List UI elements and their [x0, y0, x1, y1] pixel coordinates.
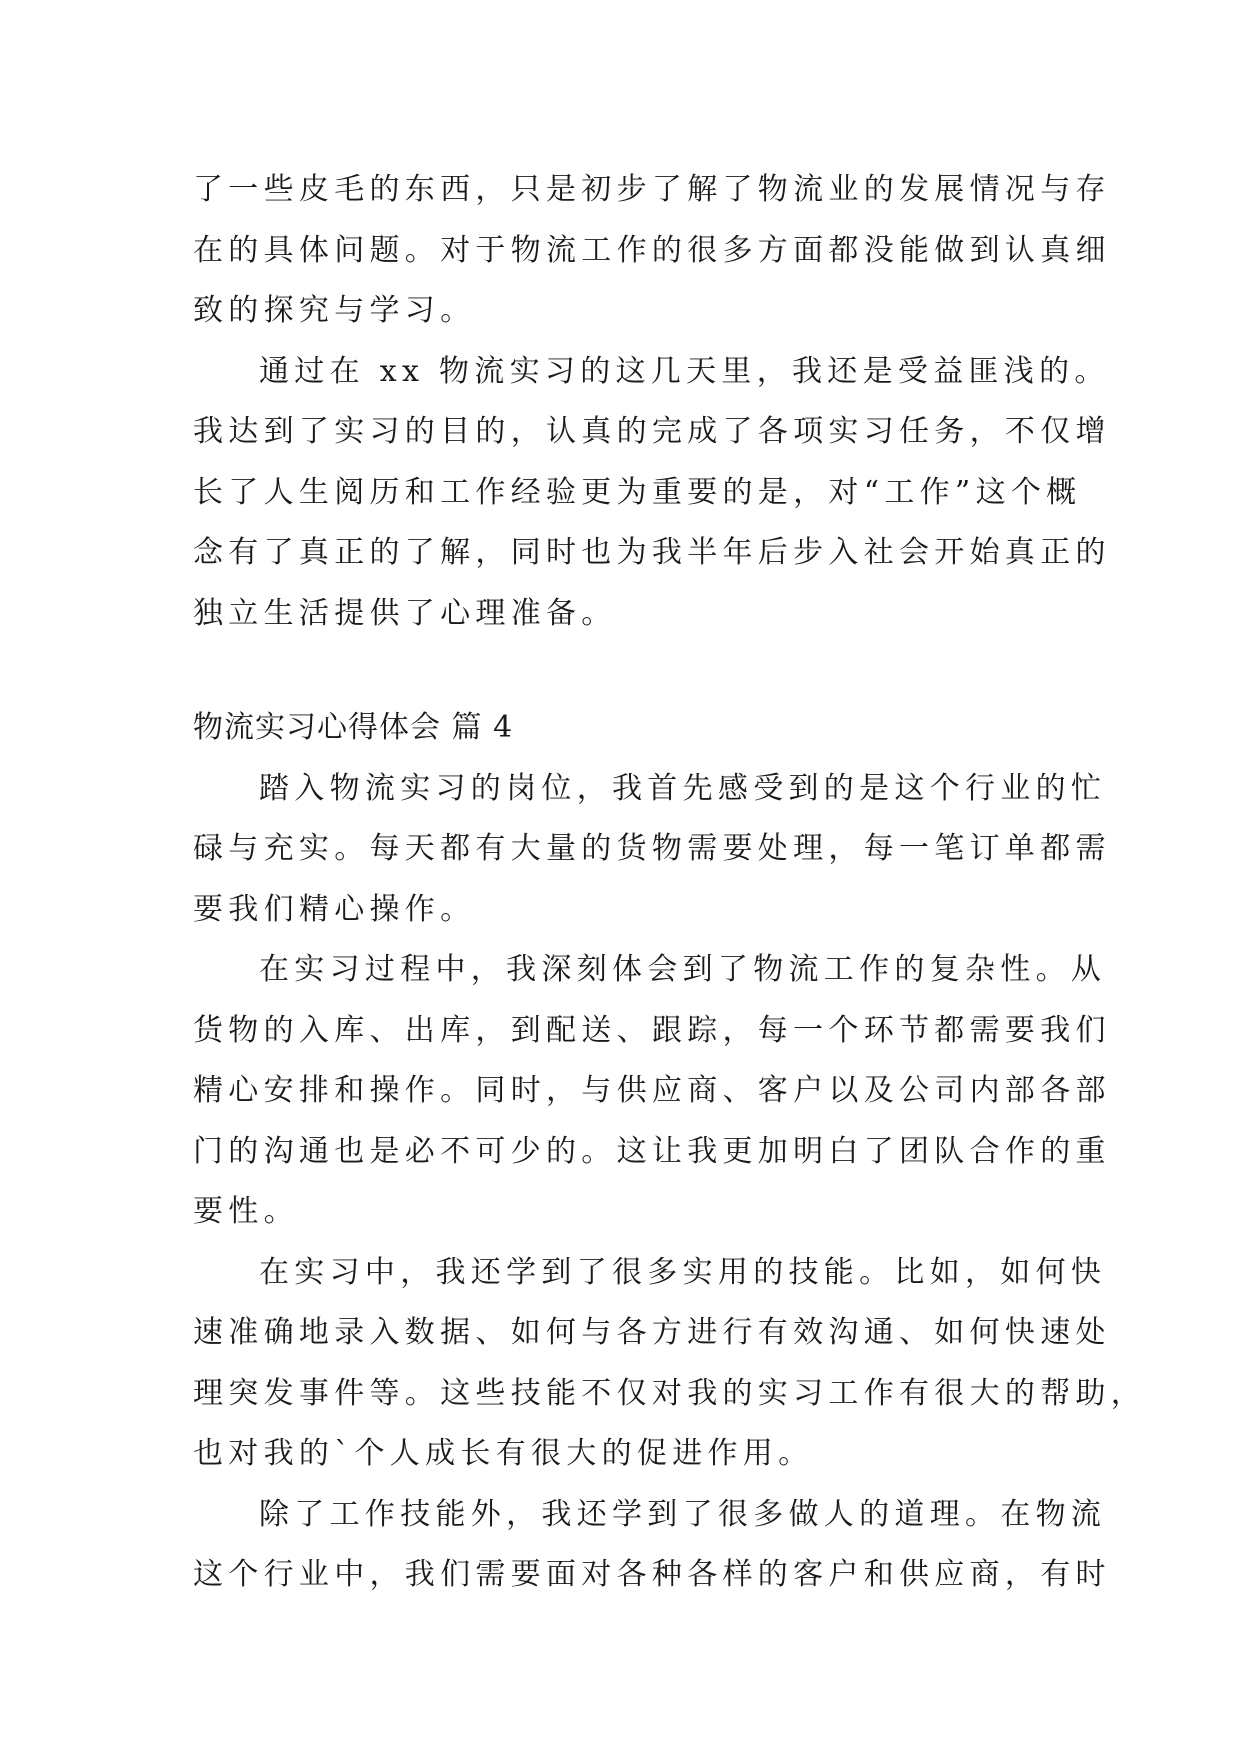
paragraph: [193, 759, 1111, 941]
text-line: 门的沟通也是必不可少的。这让我更加明白了团队合作的重: [193, 1133, 1111, 1169]
text-line: 这个行业中，我们需要面对各种各样的客户和供应商，有时: [193, 1557, 1111, 1592]
text-line: 长了人生阅历和工作经验更为重要的是，对“工作”这个概: [193, 474, 1082, 510]
section-heading: 物流实习心得体会 篇 4: [193, 710, 514, 745]
text-line: 精心安排和操作。同时，与供应商、客户以及公司内部各部: [193, 1073, 1111, 1108]
text-line: 我达到了实习的目的，认真的完成了各项实习任务，不仅增: [193, 414, 1111, 449]
text-line: 致的探究与学习。: [193, 293, 476, 328]
text-line: 除了工作技能外，我还学到了很多做人的道理。在物流: [259, 1496, 1107, 1532]
document-body: [193, 160, 1147, 1606]
text-line: 通过在 xx 物流实习的这几天里，我还是受益匪浅的。: [259, 353, 1110, 389]
text-line: 要我们精心操作。: [193, 891, 476, 927]
paragraph: [193, 1485, 1111, 1606]
paragraph: [193, 342, 1111, 645]
paragraph: [193, 940, 1111, 1243]
text-line: 踏入物流实习的岗位，我首先感受到的是这个行业的忙: [259, 770, 1107, 806]
text-line: 速准确地录入数据、如何与各方进行有效沟通、如何快速处: [193, 1315, 1111, 1350]
text-line: 在实习过程中，我深刻体会到了物流工作的复杂性。从: [259, 952, 1107, 987]
paragraph: [193, 1243, 1147, 1485]
text-line: 碌与充实。每天都有大量的货物需要处理，每一笔订单都需: [193, 831, 1111, 866]
text-line: 了一些皮毛的东西，只是初步了解了物流业的发展情况与存: [193, 172, 1111, 207]
text-line: 念有了真正的了解，同时也为我半年后步入社会开始真正的: [193, 535, 1111, 570]
section-spacer: [193, 644, 1053, 698]
text-line: 独立生活提供了心理准备。: [193, 595, 617, 631]
text-line: 在实习中，我还学到了很多实用的技能。比如，如何快: [259, 1254, 1107, 1290]
text-line: 理突发事件等。这些技能不仅对我的实习工作有很大的帮助，: [193, 1375, 1147, 1411]
text-line: 在的具体问题。对于物流工作的很多方面都没能做到认真细: [193, 232, 1111, 268]
text-line: 也对我的`个人成长有很大的促进作用。: [193, 1436, 814, 1471]
paragraph: [193, 160, 1111, 342]
text-line: 要性。: [193, 1194, 299, 1229]
text-line: 货物的入库、出库，到配送、跟踪，每一个环节都需要我们: [193, 1012, 1111, 1048]
